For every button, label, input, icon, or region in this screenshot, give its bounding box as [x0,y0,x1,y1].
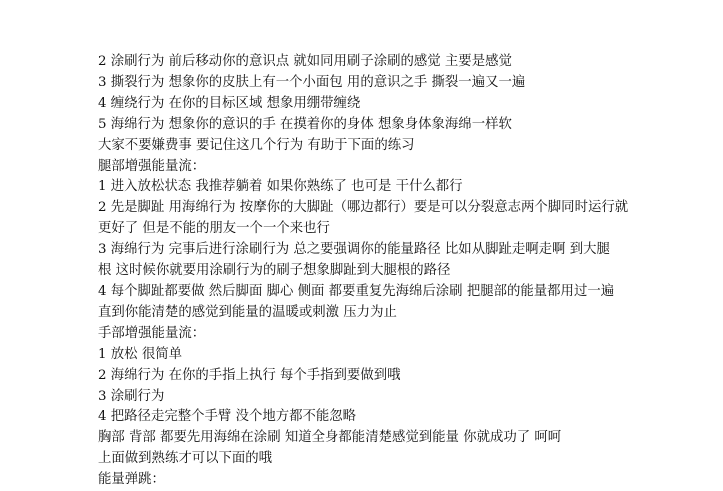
text-line: 大家不要嫌费事 要记住这几个行为 有助于下面的练习 [98,137,415,153]
text-line: 上面做到熟练才可以下面的哦 [98,451,273,467]
text-line: 4 缠绕行为 在你的目标区域 想象用绷带缠绕 [98,95,361,111]
text-line: 3 海绵行为 完事后进行涂刷行为 总之要强调你的能量路径 比如从脚趾走啊走啊 到大腿 [98,242,610,258]
text-line: 根 这时候你就要用涂刷行为的刷子想象脚趾到大腿根的路径 [98,263,451,279]
text-line: 更好了 但是不能的朋友一个一个来也行 [98,221,330,237]
text-line: 胸部 背部 都要先用海绵在涂刷 知道全身都能清楚感觉到能量 你就成功了 呵呵 [98,430,562,446]
text-line: 3 涂刷行为 [98,388,165,404]
text-line: 4 把路径走完整个手臂 没个地方都不能忽略 [98,409,357,425]
document-body [98,52,658,491]
text-line: 2 涂刷行为 前后移动你的意识点 就如同用刷子涂刷的感觉 主要是感觉 [98,54,512,69]
text-line: 1 进入放松状态 我推荐躺着 如果你熟练了 也可是 干什么都行 [98,179,463,195]
text-line: 直到你能清楚的感觉到能量的温暖或刺激 压力为止 [98,304,397,320]
text-line: 4 每个脚趾都要做 然后脚面 脚心 侧面 都要重复先海绵后涂刷 把腿部的能量都用过一遍 [98,283,615,299]
text-line: 2 海绵行为 在你的手指上执行 每个手指到要做到哦 [98,367,401,383]
text-line: 2 先是脚趾 用海绵行为 按摩你的大脚趾（哪边都行）要是可以分裂意志两个脚同时运行就 [98,200,629,216]
section-heading: 手部增强能量流： [98,325,206,341]
section-heading: 能量弹跳： [98,472,165,488]
text-line: 1 放松 很简单 [98,346,182,362]
text-line: 5 海绵行为 想象你的意识的手 在摸着你的身体 想象身体象海绵一样软 [98,116,512,132]
text-line: 3 撕裂行为 想象你的皮肤上有一个小面包 用的意识之手 撕裂一遍又一遍 [98,74,526,90]
section-heading: 腿部增强能量流： [98,158,206,174]
